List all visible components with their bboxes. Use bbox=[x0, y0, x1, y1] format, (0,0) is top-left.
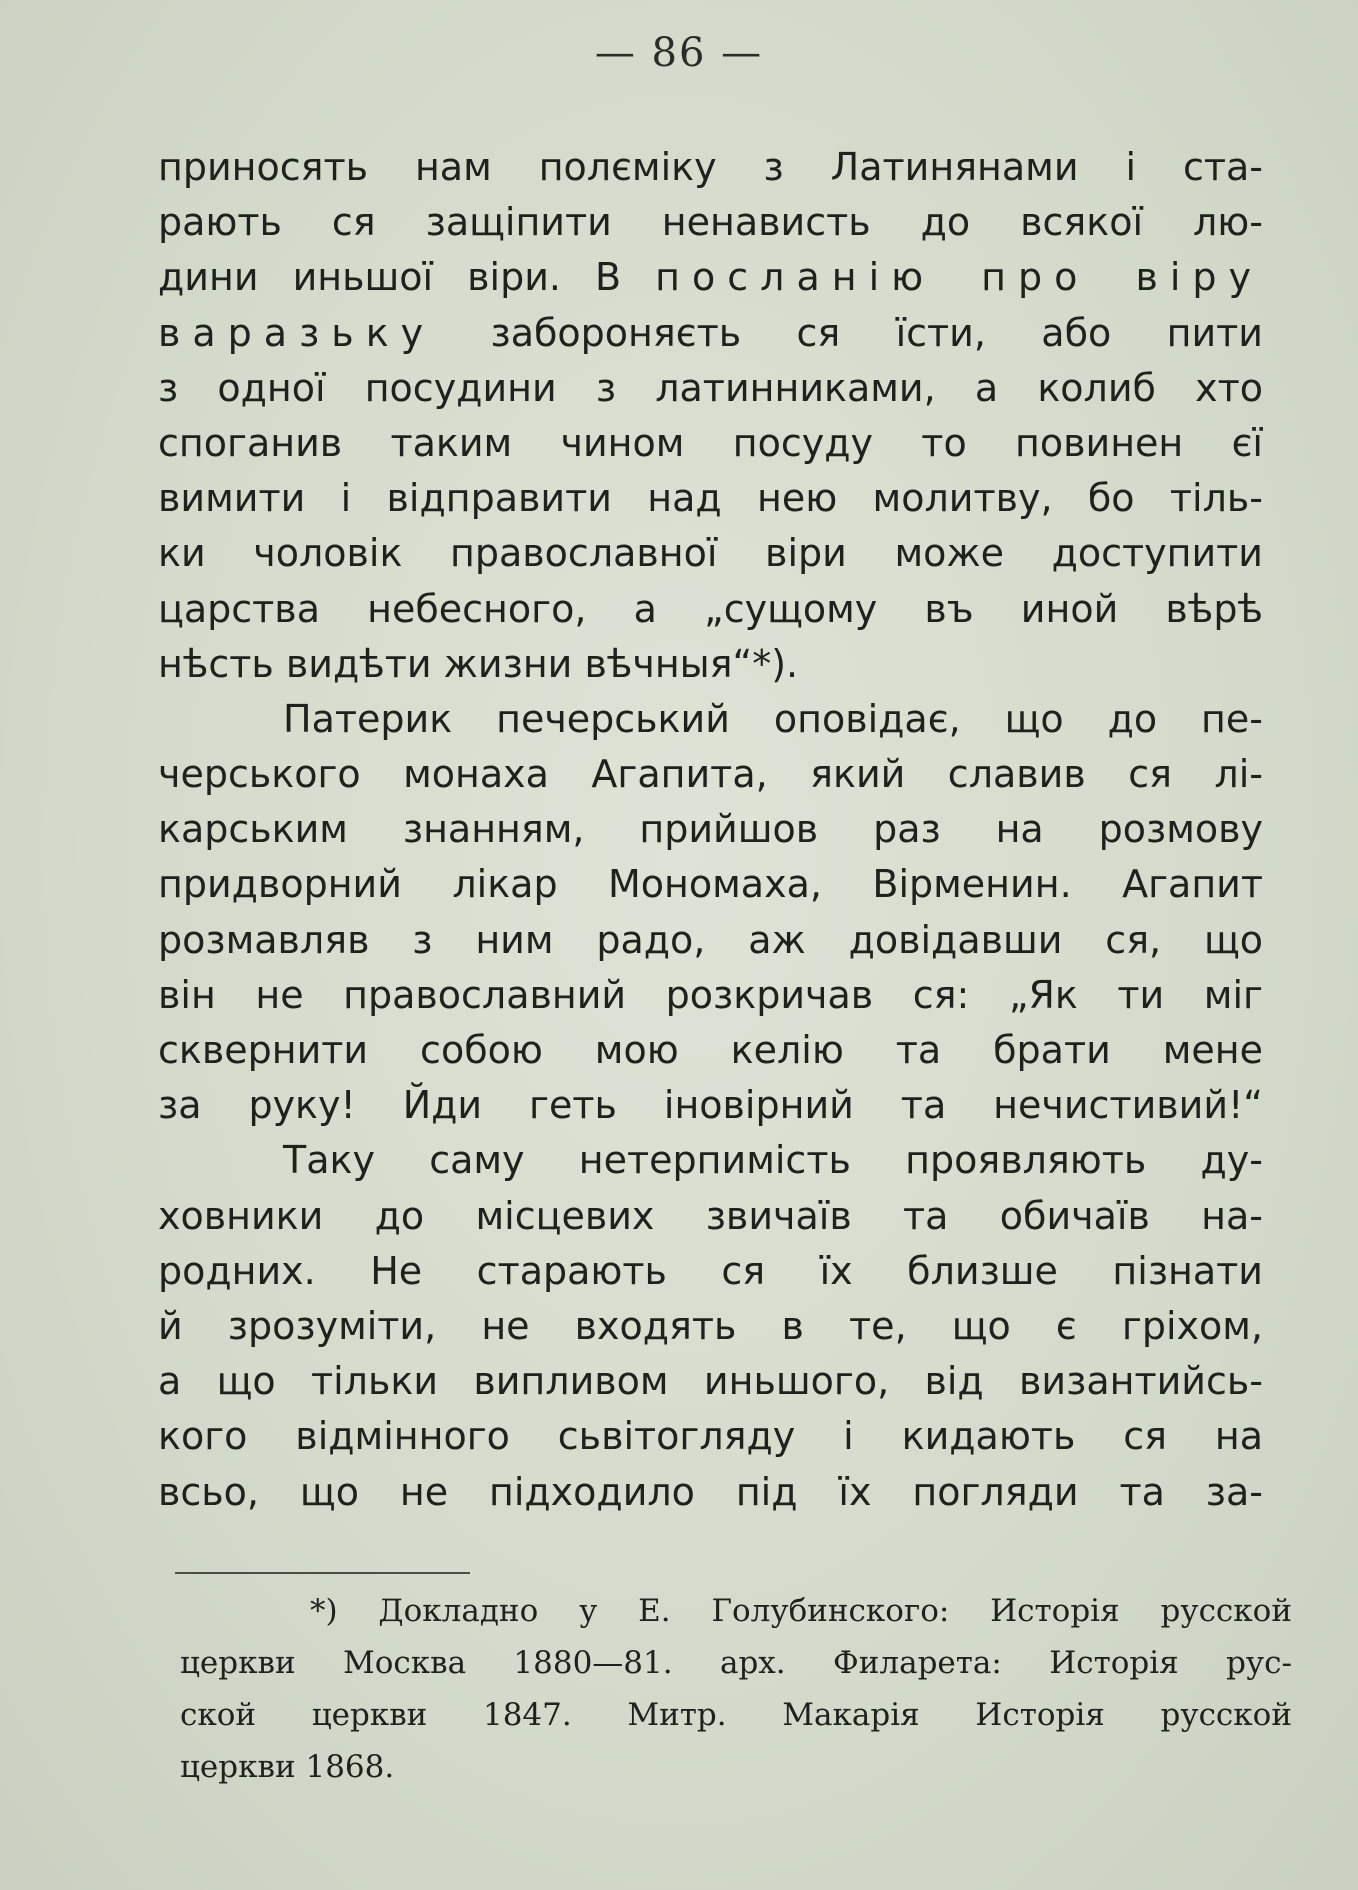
text-fragment: забороняєть ся їсти, або пити bbox=[435, 310, 1263, 355]
text-line bbox=[158, 306, 1263, 361]
footnote-line: *) Докладно у Е. Голубинского: Исторія русской bbox=[310, 1593, 1292, 1629]
text-line: нѣсть видѣти жизни вѣчныя“*). bbox=[158, 641, 799, 686]
text-line: приносять нам полєміку з Латинянами і ста- bbox=[158, 145, 1263, 189]
text-line: й зрозуміти, не входять в те, що є гріхом, bbox=[158, 1303, 1263, 1348]
text-line: ховники до місцевих звичаїв та обичаїв на- bbox=[158, 1193, 1263, 1238]
footnote-line: церкви 1868. bbox=[180, 1749, 395, 1785]
spaced-emphasis: варазьку bbox=[158, 310, 436, 355]
text-line: придворний лікар Мономаха, Вірменин. Агапит bbox=[158, 862, 1263, 907]
text-line: споганив таким чином посуду то повинен єї bbox=[158, 420, 1263, 465]
spaced-emphasis: посланію про віру bbox=[655, 255, 1263, 300]
text-fragment: дини иньшої віри. В bbox=[158, 255, 656, 300]
text-line: Патерик печерський оповідає, що до пе- bbox=[283, 696, 1263, 741]
text-line: рають ся защіпити ненависть до всякої лю- bbox=[158, 200, 1263, 245]
footnote-line: ской церкви 1847. Митр. Макарія Исторія русской bbox=[180, 1697, 1292, 1733]
text-line: він не православний розкричав ся: „Як ти міг bbox=[158, 972, 1263, 1017]
footnote-divider bbox=[175, 1572, 470, 1574]
text-line: Таку саму нетерпимість проявляють ду- bbox=[283, 1138, 1263, 1183]
page-number: — 86 — bbox=[594, 30, 764, 76]
footnote bbox=[180, 1585, 1292, 1793]
text-line: а що тільки випливом иньшого, від византийсь- bbox=[158, 1359, 1263, 1404]
text-line: кого відмінного сьвітогляду і кидають ся на bbox=[158, 1414, 1263, 1459]
text-line: ки чоловік православної віри може доступити bbox=[158, 531, 1263, 576]
body-text bbox=[158, 140, 1263, 1520]
text-line: всьо, що не підходило під їх погляди та за- bbox=[158, 1469, 1263, 1514]
text-line: родних. Не старають ся їх близше пізнати bbox=[158, 1248, 1263, 1293]
text-line: з одної посудини з латинниками, а колиб хто bbox=[158, 365, 1263, 410]
text-line: карським знанням, прийшов раз на розмову bbox=[158, 807, 1263, 852]
footnote-line: церкви Москва 1880—81. арх. Филарета: Исторія рус- bbox=[180, 1645, 1292, 1681]
text-line: черського монаха Агапита, який славив ся лі- bbox=[158, 752, 1263, 797]
text-line bbox=[158, 250, 1263, 305]
text-line: розмавляв з ним радо, аж довідавши ся, що bbox=[158, 917, 1263, 962]
text-line: вимити і відправити над нею молитву, бо тіль- bbox=[158, 476, 1263, 521]
text-line: царства небесного, а „сущому въ иной вѣрѣ bbox=[158, 586, 1263, 631]
text-line: сквернити собою мою келію та брати мене bbox=[158, 1028, 1263, 1072]
text-line: за руку! Йди геть іновірний та нечистивий!“ bbox=[158, 1083, 1263, 1128]
